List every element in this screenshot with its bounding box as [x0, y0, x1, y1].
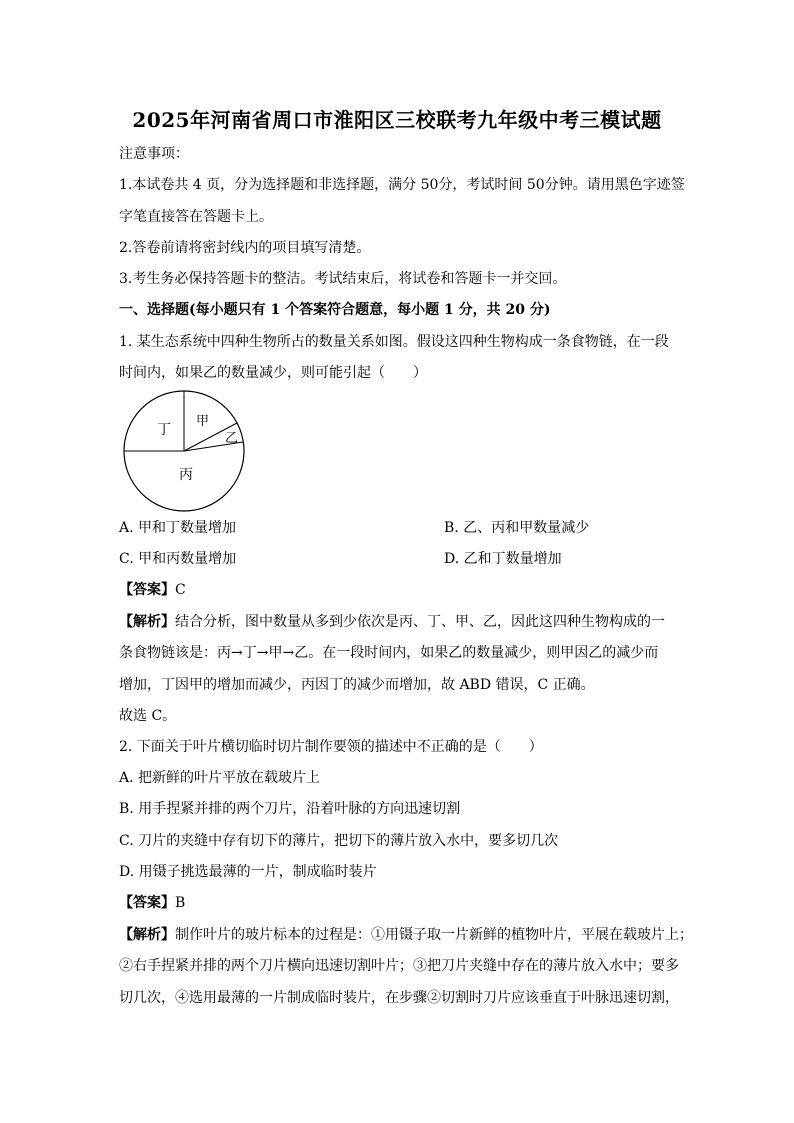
q1-option-d: D. 乙和丁数量增加 — [444, 551, 562, 567]
q2-option-a: A. 把新鲜的叶片平放在载玻片上 — [119, 770, 321, 786]
q2-answer-tag: 【答案】 — [119, 895, 175, 911]
q2-option-b: B. 用手捏紧并排的两个刀片，沿着叶脉的方向迅速切割 — [119, 801, 461, 817]
pie-label-yi: 乙 — [225, 431, 239, 446]
q2-analysis-tag: 【解析】 — [119, 927, 175, 943]
pie-label-jia: 甲 — [196, 414, 210, 429]
pie-label-ding: 丁 — [157, 422, 171, 438]
q2-analysis-text-1: 制作叶片的玻片标本的过程是：①用镊子取一片新鲜的植物叶片，平展在载玻片上； — [175, 927, 693, 943]
notice-item-2: 2.答卷前请将密封线内的项目填写清楚。 — [119, 240, 371, 256]
pie-label-bing: 丙 — [179, 467, 193, 483]
q2-stem: 2. 下面关于叶片横切临时切片制作要领的描述中不正确的是（ ） — [119, 739, 543, 755]
q1-answer-value: C — [175, 582, 186, 598]
q2-analysis-line-1 — [119, 925, 693, 945]
q2-option-c: C. 刀片的夹缝中存有切下的薄片，把切下的薄片放入水中，要多切几次 — [119, 833, 559, 849]
q2-answer — [119, 893, 185, 913]
q1-analysis-line-3: 增加，丁因甲的增加而减少，丙因丁的减少而增加，故 ABD 错误，C 正确。 — [119, 677, 595, 693]
q2-option-d: D. 用镊子挑选最薄的一片，制成临时装片 — [119, 864, 377, 880]
q1-option-c: C. 甲和丙数量增加 — [119, 551, 237, 567]
q1-analysis-line-1 — [119, 612, 665, 632]
q1-answer — [119, 580, 186, 600]
notice-item-1-line-2: 字笔直接答在答题卡上。 — [119, 209, 273, 225]
q2-analysis-line-3: 切几次，④选用最薄的一片制成临时装片，在步骤②切割时刀片应该垂直于叶脉迅速切割， — [119, 990, 679, 1006]
q1-analysis-tag: 【解析】 — [119, 614, 175, 630]
population-pie-diagram — [119, 386, 249, 516]
q2-answer-value: B — [175, 895, 186, 911]
q1-answer-tag: 【答案】 — [119, 582, 175, 598]
q1-stem-line-2: 时间内，如果乙的数量减少，则可能引起（ ） — [119, 365, 427, 381]
q1-option-b: B. 乙、丙和甲数量减少 — [444, 520, 590, 536]
page-title: 2025年河南省周口市淮阳区三校联考九年级中考三模试题 — [132, 108, 662, 132]
section-heading: 一、选择题(每小题只有 1 个答案符合题意，每小题 1 分，共 20 分) — [119, 302, 551, 318]
notice-item-1-line-1: 1.本试卷共 4 页，分为选择题和非选择题，满分 50分，考试时间 50分钟。请用黑色字迹签 — [119, 177, 685, 193]
q1-conclusion: 故选 C。 — [119, 708, 177, 724]
notice-item-3: 3.考生务必保持答题卡的整洁。考试结束后，将试卷和答题卡一并交回。 — [119, 271, 567, 287]
q2-analysis-line-2: ②右手捏紧并排的两个刀片横向迅速切割叶片；③把刀片夹缝中存在的薄片放入水中；要多 — [119, 958, 679, 974]
q1-stem-line-1: 1. 某生态系统中四种生物所占的数量关系如图。假设这四种生物构成一条食物链，在一段 — [119, 334, 669, 350]
notice-heading: 注意事项： — [119, 146, 189, 162]
q1-analysis-text-1: 结合分析，图中数量从多到少依次是丙、丁、甲、乙，因此这四种生物构成的一 — [175, 614, 665, 630]
q1-analysis-line-2: 条食物链该是：丙→丁→甲→乙。在一段时间内，如果乙的数量减少，则甲因乙的减少而 — [119, 645, 659, 661]
q1-option-a: A. 甲和丁数量增加 — [119, 520, 237, 536]
